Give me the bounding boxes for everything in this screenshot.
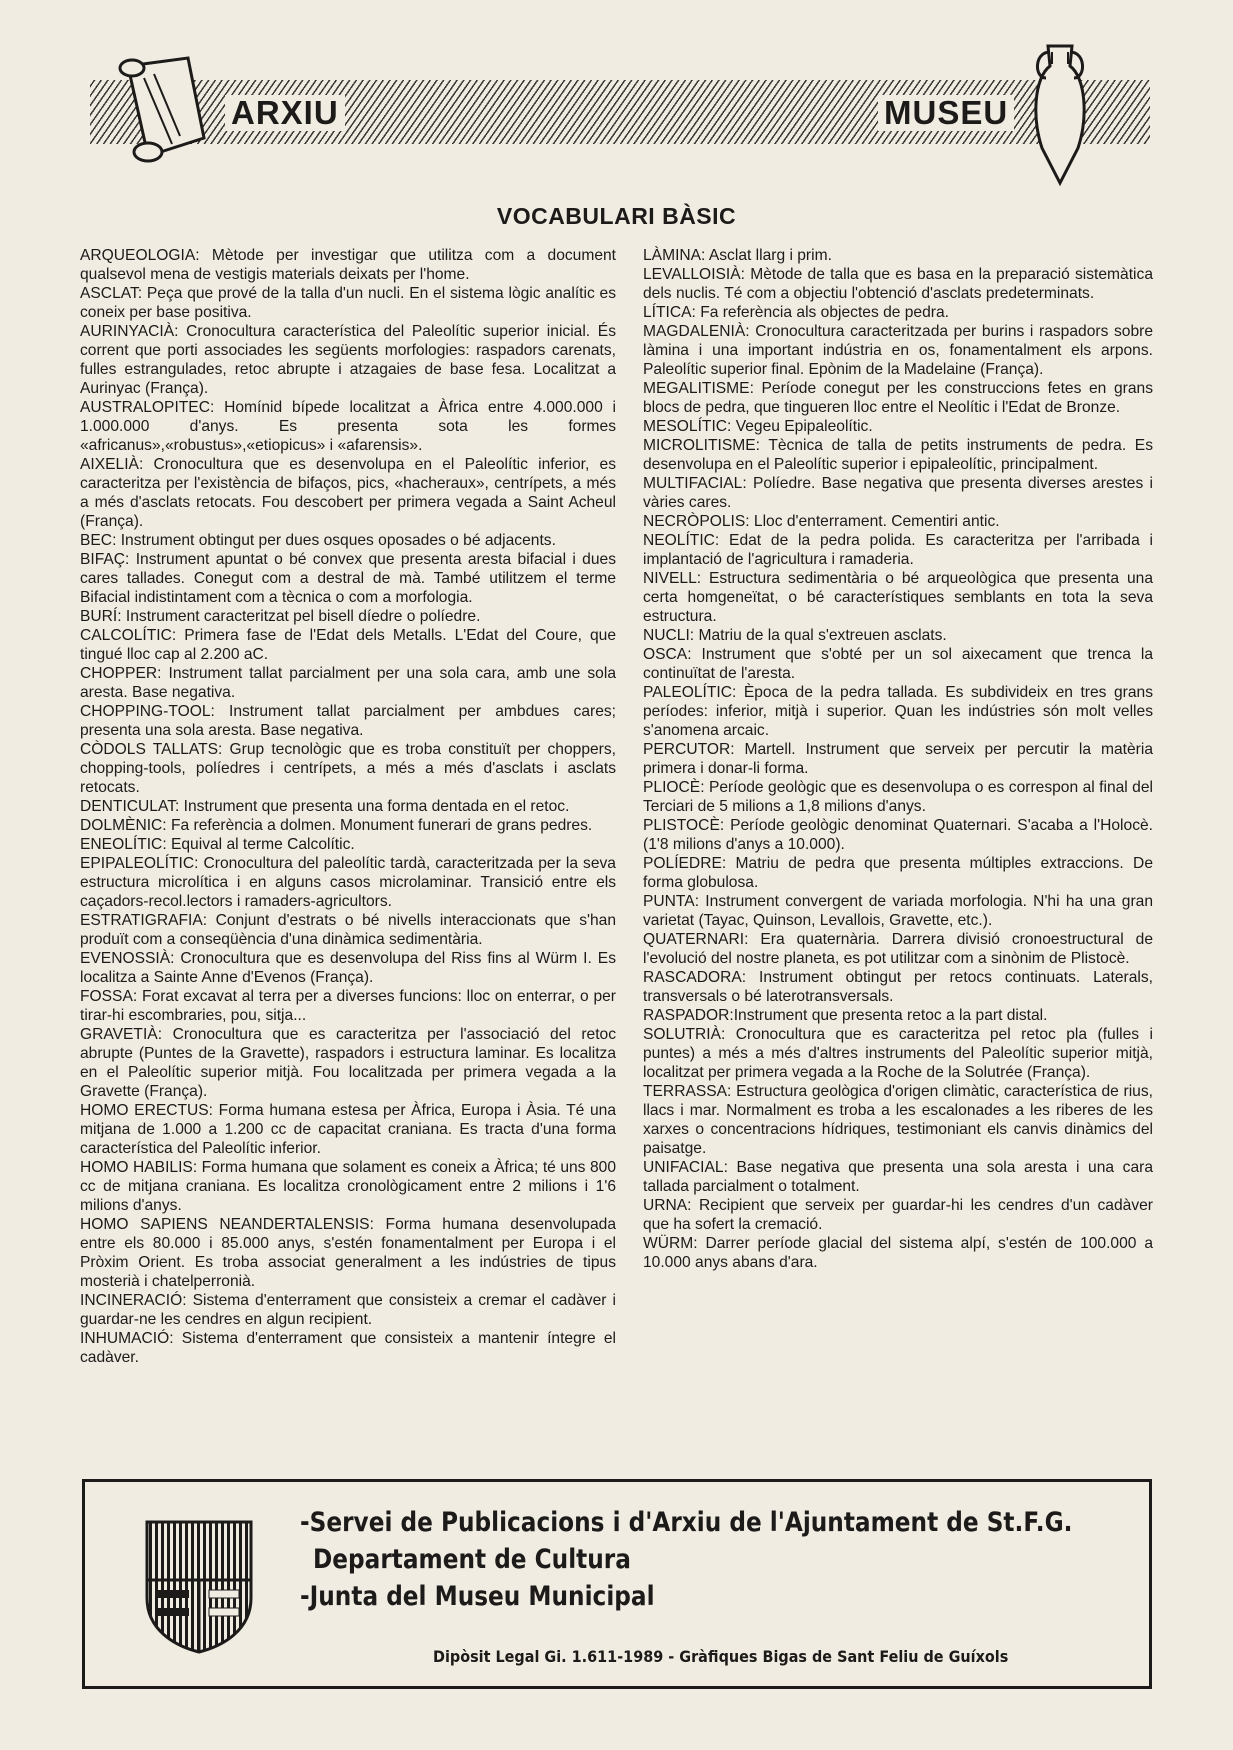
glossary-entry: HOMO ERECTUS: Forma humana estesa per Àfrica, Europa i Àsia. Té una mitjana de 1.000 a 1.200 cc de capacitat craniana. Es tracta d'una forma característica del Paleolític inferior. [80,1102,616,1157]
glossary-entry: QUATERNARI: Era quaternària. Darrera divisió cronoestructural de l'evolució del nostre planeta, es pot utilitzar com a sinònim de Plistocè. [643,931,1153,967]
glossary-entry: LEVALLOISIÀ: Mètode de talla que es basa en la preparació sistemàtica dels nuclis. Té com a objectiu l'obtenció d'asclats predeterminats. [643,266,1153,302]
glossary-entry: BURÍ: Instrument caracteritzat pel bisell díedre o políedre. [80,608,481,625]
glossary-entry: AURINYACIÀ: Cronocultura característica del Paleolític superior inicial. És corrent que porti associades les següents morfologies: raspadors carenats, fulles estrangulades, retoc abrupte i atzagaies de base fesa. Localitzat a Aurinyac (França). [80,323,616,397]
glossary-entry: DOLMÈNIC: Fa referència a dolmen. Monument funerari de grans pedres. [80,817,593,834]
vocabulary-column-right [643,246,1153,1272]
glossary-entry: EVENOSSIÀ: Cronocultura que es desenvolupa del Riss fins al Würm I. Es localitza a Sainte Anne d'Evenos (França). [80,950,616,986]
glossary-entry: ASCLAT: Peça que prové de la talla d'un nucli. En el sistema lògic analític es coneix per base positiva. [80,285,616,321]
glossary-entry: INHUMACIÓ: Sistema d'enterrament que consisteix a mantenir íntegre el cadàver. [80,1330,616,1366]
glossary-entry: BIFAÇ: Instrument apuntat o bé convex que presenta aresta bifacial i dues cares tallades. Conegut com a destral de mà. També utilitzem el terme Bifacial indistintament com a tècnica o com a morfologia. [80,551,616,606]
glossary-entry: CHOPPING-TOOL: Instrument tallat parcialment per ambdues cares; presenta una sola aresta. Base negativa. [80,703,616,739]
glossary-entry: AUSTRALOPITEC: Homínid bípede localitzat a Àfrica entre 4.000.000 i 1.000.000 d'anys. Es presenta sota les formes «africanus»,«robustus»,«etiopicus» i «afarensis». [80,399,616,454]
glossary-entry: CALCOLÍTIC: Primera fase de l'Edat dels Metalls. L'Edat del Coure, que tingué lloc cap al 2.200 aC. [80,627,616,663]
museum-label: MUSEU [878,95,1014,131]
glossary-entry: MULTIFACIAL: Políedre. Base negativa que presenta diverses arestes i vàries cares. [643,475,1153,511]
amphora-icon [1028,38,1092,188]
glossary-entry: CÒDOLS TALLATS: Grup tecnològic que es troba constituït per choppers, chopping-tools, políedres i centrípets, a més a més d'asclats i asclats retocats. [80,741,616,796]
publisher-line-1: -Servei de Publicacions i d'Arxiu de l'Ajuntament de St.F.G. [300,1507,1073,1538]
glossary-entry: EPIPALEOLÍTIC: Cronocultura del paleolític tardà, caracteritzada per la seva estructura microlítica i en alguns casos microlaminar. Transició entre els caçadors-recol.lectors i ramaders-agricultors. [80,855,616,910]
glossary-entry: NIVELL: Estructura sedimentària o bé arqueològica que presenta una certa homgeneïtat, o bé característiques semblants en tota la seva estructura. [643,570,1153,625]
page-title: VOCABULARI BÀSIC [496,203,737,229]
glossary-entry: TERRASSA: Estructura geològica d'origen climàtic, característica de rius, llacs i mar. Normalment es troba a les escalonades a les riberes de les xarxes o concentracions hídriques, testimoniant els canvis dinàmics del paisatge. [643,1083,1153,1157]
glossary-entry: INCINERACIÓ: Sistema d'enterrament que consisteix a cremar el cadàver i guardar-ne les cendres en algun recipient. [80,1292,616,1328]
glossary-entry: PLISTOCÈ: Període geològic denominat Quaternari. S'acaba a l'Holocè. (1'8 milions d'anys a 10.000). [643,817,1153,853]
glossary-entry: MEGALITISME: Període conegut per les construccions fetes en grans blocs de pedra, que tingueren lloc entre el Neolític i l'Edat de Bronze. [643,380,1153,416]
glossary-entry: POLÍEDRE: Matriu de pedra que presenta múltiples extraccions. De forma globulosa. [643,855,1153,891]
glossary-entry: DENTICULAT: Instrument que presenta una forma dentada en el retoc. [80,798,570,815]
scroll-icon [108,48,218,168]
glossary-entry: LÀMINA: Asclat llarg i prim. [643,247,832,264]
glossary-entry: RASPADOR:Instrument que presenta retoc a la part distal. [643,1007,1048,1024]
glossary-entry: AIXELIÀ: Cronocultura que es desenvolupa en el Paleolític inferior, es caracteritza per l'existència de bifaços, pics, «hacheraux», centrípets, a més a més d'asclats retocats. Fou descobert per primera vegada a Saint Acheul (França). [80,456,616,530]
glossary-entry: BEC: Instrument obtingut per dues osques oposades o bé adjacents. [80,532,556,549]
glossary-entry: CHOPPER: Instrument tallat parcialment per una sola cara, amb une sola aresta. Base negativa. [80,665,616,701]
glossary-entry: UNIFACIAL: Base negativa que presenta una sola aresta i una cara tallada parcialment o totalment. [643,1159,1153,1195]
glossary-entry: GRAVETIÀ: Cronocultura que es caracteritza per l'associació del retoc abrupte (Puntes de la Gravette), raspadors i estructura laminar. Es localitza en el Paleolític superior mitjà. Fou localitzada per primera vegada a la Gravette (França). [80,1026,616,1100]
publisher-line-2: Departament de Cultura [313,1544,631,1575]
glossary-entry: OSCA: Instrument que s'obté per un sol aixecament que trenca la continuïtat de l'aresta. [643,646,1153,682]
glossary-entry: NUCLI: Matriu de la qual s'extreuen asclats. [643,627,947,644]
glossary-entry: ESTRATIGRAFIA: Conjunt d'estrats o bé nivells interaccionats que s'han produït com a conseqüència d'una dinàmica sedimentària. [80,912,616,948]
glossary-entry: NECRÒPOLIS: Lloc d'enterrament. Cementiri antic. [643,513,1000,530]
glossary-entry: URNA: Recipient que serveix per guardar-hi les cendres d'un cadàver que ha sofert la cremació. [643,1197,1153,1233]
archive-label: ARXIU [225,95,345,131]
glossary-entry: LÍTICA: Fa referència als objectes de pedra. [643,304,949,321]
glossary-entry: PLIOCÈ: Període geològic que es desenvolupa o es correspon al final del Terciari de 5 milions a 1,8 milions d'anys. [643,779,1153,815]
glossary-entry: RASCADORA: Instrument obtingut per retocs continuats. Laterals, transversals o bé laterotransversals. [643,969,1153,1005]
glossary-entry: PALEOLÍTIC: Època de la pedra tallada. Es subdivideix en tres grans períodes: inferior, mitjà i superior. Quan les indústries són molt velles s'anomena arcaic. [643,684,1153,739]
glossary-entry: NEOLÍTIC: Edat de la pedra polida. Es caracteritza per l'arribada i implantació de l'agricultura i ramaderia. [643,532,1153,568]
glossary-entry: PUNTA: Instrument convergent de variada morfologia. N'hi ha una gran varietat (Tayac, Quinson, Levallois, Gravette, etc.). [643,893,1153,929]
glossary-entry: MICROLITISME: Tècnica de talla de petits instruments de pedra. Es desenvolupa en el Paleolític superior i epipaleolític, principalment. [643,437,1153,473]
publisher-footer [82,1479,1152,1689]
glossary-entry: ENEOLÍTIC: Equival al terme Calcolític. [80,836,355,853]
legal-deposit: Dipòsit Legal Gi. 1.611-1989 - Gràfiques Bigas de Sant Feliu de Guíxols [433,1647,1009,1666]
glossary-entry: MAGDALENIÀ: Cronocultura caracteritzada per burins i raspadors sobre làmina i una important indústria en os, fonamentalment els arpons. Paleolític superior final. Epònim de la Madelaine (França). [643,323,1153,378]
glossary-entry: ARQUEOLOGIA: Mètode per investigar que utilitza com a document qualsevol mena de vestigis materials deixats per l'home. [80,247,616,283]
glossary-entry: MESOLÍTIC: Vegeu Epipaleolític. [643,418,873,435]
glossary-entry: HOMO HABILIS: Forma humana que solament es coneix a Àfrica; té uns 800 cc de mitjana craniana. Es localitza cronològicament entre 2 milions i 1'6 milions d'anys. [80,1159,616,1214]
glossary-entry: SOLUTRIÀ: Cronocultura que es caracteritza pel retoc pla (fulles i puntes) a més a més d'altres instruments del Paleolític superior mitjà, localitzat per primera vegada a la Roche de la Solutrée (França). [643,1026,1153,1081]
glossary-entry: HOMO SAPIENS NEANDERTALENSIS: Forma humana desenvolupada entre els 80.000 i 85.000 anys, s'estén fonamentalment per Europa i el Pròxim Orient. Es troba associat generalment a les indústries de tipus mosterià i chatelperronià. [80,1216,616,1290]
vocabulary-column-left [80,246,616,1367]
glossary-entry: FOSSA: Forat excavat al terra per a diverses funcions: lloc on enterrar, o per tirar-hi escombraries, pou, sitja... [80,988,616,1024]
coat-of-arms-icon [143,1518,255,1654]
glossary-entry: PERCUTOR: Martell. Instrument que serveix per percutir la matèria primera i donar-li forma. [643,741,1153,777]
publisher-line-3: -Junta del Museu Municipal [300,1581,655,1612]
glossary-entry: WÜRM: Darrer període glacial del sistema alpí, s'estén de 100.000 a 10.000 anys abans d'ara. [643,1235,1153,1271]
